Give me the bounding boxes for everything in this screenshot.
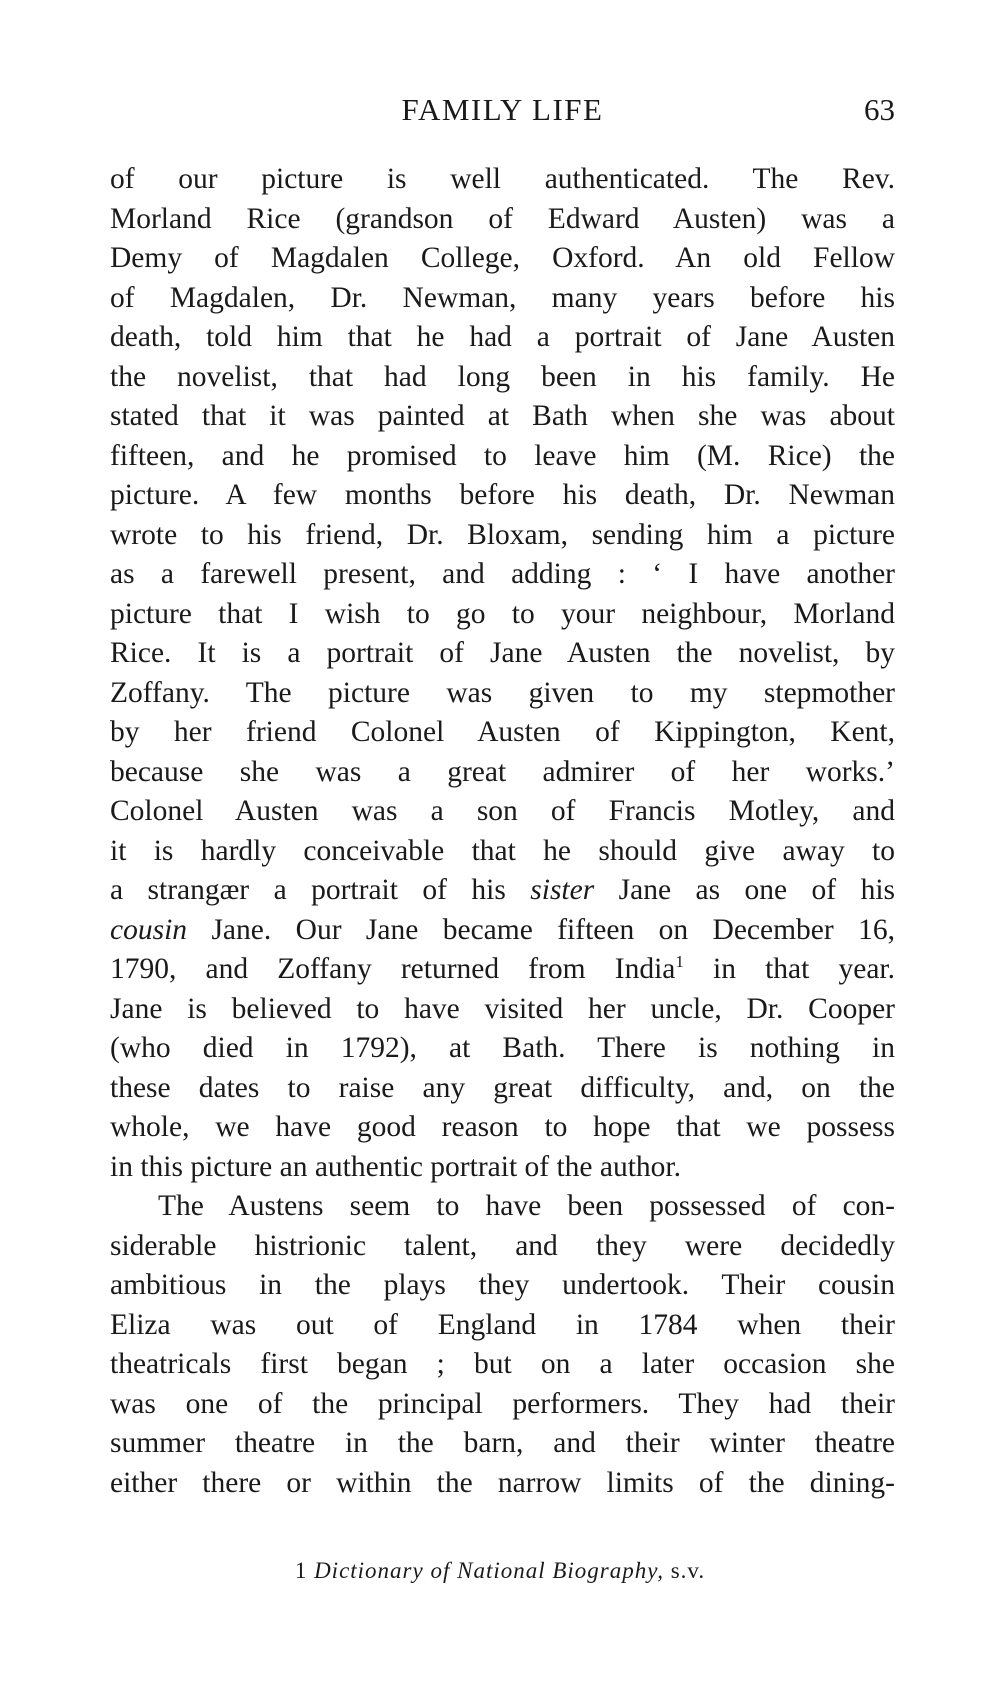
footnote-marker: 1 (294, 1558, 308, 1583)
text-line: Zoffany. The picture was given to my stepmother (110, 676, 895, 709)
running-head: FAMILY LIFE (401, 92, 604, 127)
text-line: wrote to his friend, Dr. Bloxam, sending him a picture (110, 518, 895, 551)
text-line: (who died in 1792), at Bath. There is nothing in (110, 1032, 895, 1064)
italic-word-sister: sister (530, 874, 595, 906)
text-line: picture that I wish to go to your neighbour, Morland (110, 597, 895, 630)
text-line: theatricals first began ; but on a later occasion she (110, 1348, 895, 1380)
text-line: was one of the principal performers. They had their (110, 1387, 895, 1420)
text-line (110, 911, 895, 951)
text-line: The Austens seem to have been possessed of con- (158, 1190, 895, 1222)
paragraph-2 (110, 1187, 895, 1503)
text-line: whole, we have good reason to hope that we possess (110, 1111, 895, 1143)
text-line: fifteen, and he promised to leave him (M. Rice) the (110, 439, 895, 472)
text-segment: in that year. (683, 953, 895, 985)
text-segment: Jane as one of his (594, 874, 895, 906)
text-line: in this picture an authentic portrait of the author. (110, 1150, 681, 1183)
page-header (110, 92, 895, 132)
text-line: of Magdalen, Dr. Newman, many years before his (110, 281, 895, 314)
text-line: death, told him that he had a portrait of Jane Austen (110, 321, 895, 353)
text-line: the novelist, that had long been in his family. He (110, 360, 895, 393)
text-line: these dates to raise any great difficulty, and, on the (110, 1071, 895, 1104)
text-line: picture. A few months before his death, Dr. Newman (110, 479, 895, 511)
text-line: either there or within the narrow limits of the dining- (110, 1466, 895, 1499)
text-line: stated that it was painted at Bath when she was about (110, 400, 895, 432)
footnote-title: Dictionary of National Biography, (314, 1558, 664, 1583)
text-segment: Jane. Our Jane became fifteen on December 16, (187, 913, 895, 946)
text-line: by her friend Colonel Austen of Kippington, Kent, (110, 716, 895, 748)
footnote-reference: 1 (675, 952, 684, 972)
text-segment: a strangær a portrait of his (110, 874, 531, 906)
text-line: because she was a great admirer of her works.’ (110, 755, 895, 788)
text-line: as a farewell present, and adding : ‘ I have another (110, 558, 895, 590)
body-text (110, 160, 895, 1503)
italic-word-cousin: cousin (110, 913, 188, 946)
text-line: of our picture is well authenticated. The Rev. (110, 163, 895, 195)
text-line: siderable histrionic talent, and they were decidedly (110, 1229, 895, 1262)
text-line: Rice. It is a portrait of Jane Austen the novelist, by (110, 637, 895, 669)
text-line: Jane is believed to have visited her uncle, Dr. Cooper (110, 992, 895, 1025)
text-line: Demy of Magdalen College, Oxford. An old Fellow (110, 242, 895, 274)
footnote-ref: s.v. (670, 1558, 706, 1583)
text-line: summer theatre in the barn, and their winter theatre (110, 1427, 895, 1459)
text-line: it is hardly conceivable that he should give away to (110, 834, 895, 867)
page-number: 63 (864, 92, 895, 127)
paragraph-1 (110, 160, 895, 1187)
text-line: Colonel Austen was a son of Francis Motley, and (110, 795, 895, 827)
text-line: Morland Rice (grandson of Edward Austen) was a (110, 202, 895, 235)
text-segment: 1790, and Zoffany returned from India (110, 953, 676, 985)
footnote (0, 1558, 1000, 1584)
text-line: Eliza was out of England in 1784 when their (110, 1308, 895, 1341)
text-line: ambitious in the plays they undertook. Their cousin (110, 1269, 895, 1301)
text-line (110, 871, 895, 911)
text-line (110, 950, 895, 990)
